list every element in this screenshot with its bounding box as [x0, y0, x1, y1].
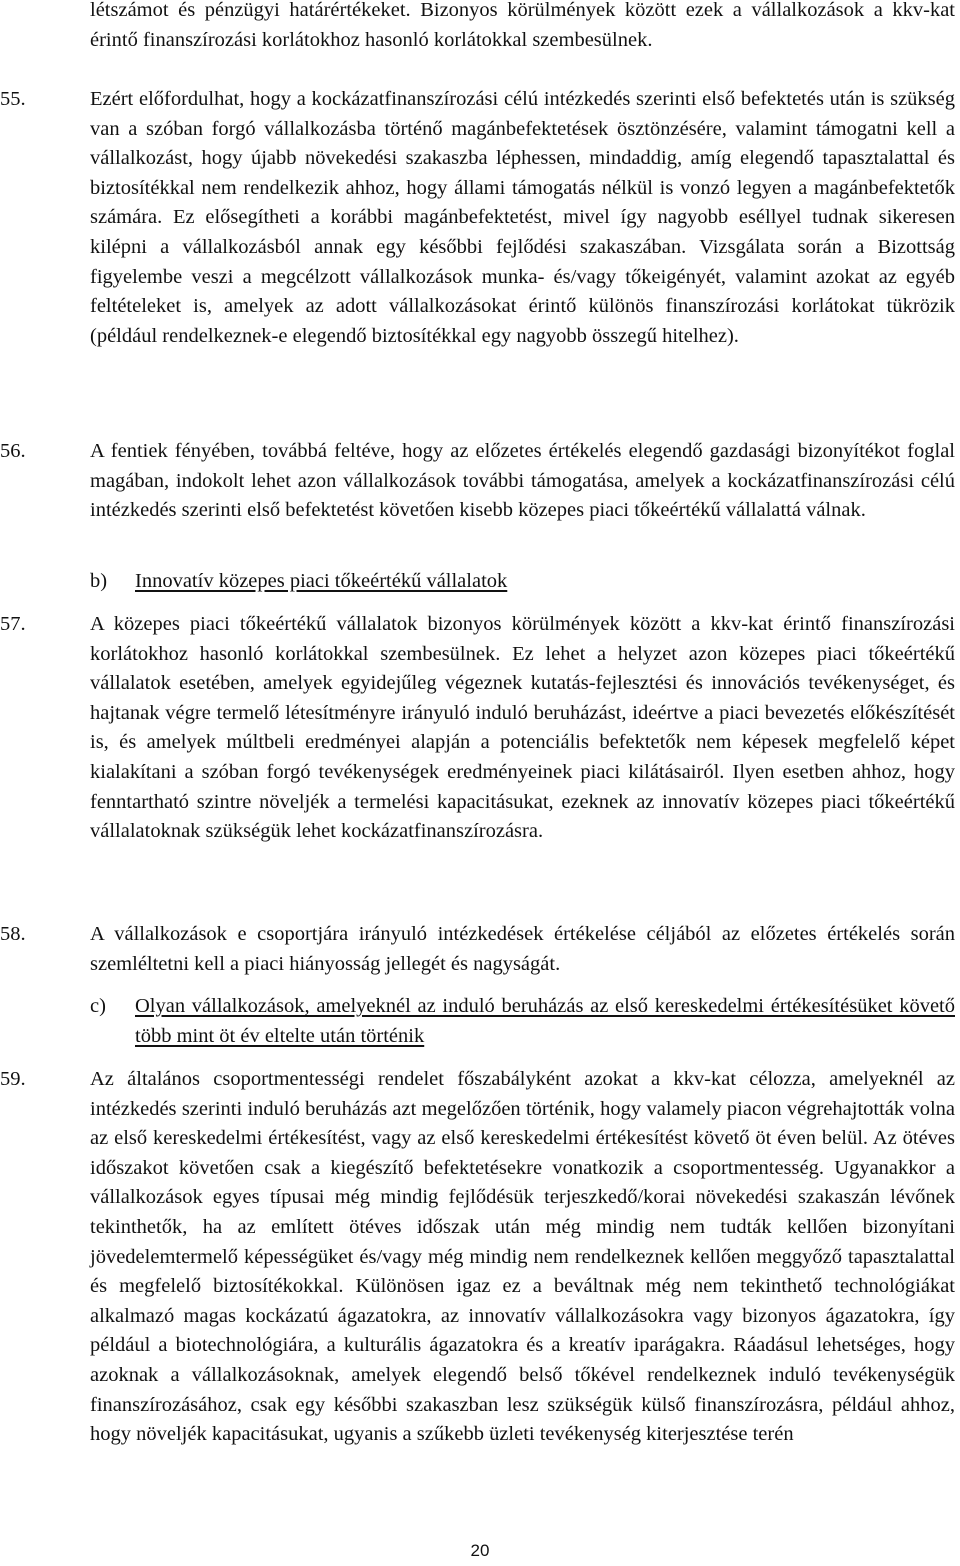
paragraph-58 [90, 920, 955, 979]
subheading-title: Innovatív közepes piaci tőkeértékű vállalatok [135, 570, 508, 592]
paragraph-text: A fentiek fényében, továbbá feltéve, hogy az előzetes értékelés elegendő gazdasági bizonyítékot foglal magában, indokolt lehet azon vállalkozások további támogatása, amelyek a kockázatfinanszírozási célú intézkedés szerinti első befektetést követően kisebb közepes piaci tőkeértékű vállalattá válnak. [90, 440, 955, 522]
subheading-b [0, 567, 960, 597]
subheading-title: Olyan vállalkozások, amelyeknél az induló beruházás az első kereskedelmi értékesítésüket követő több mint öt év eltelte után történik [135, 995, 955, 1047]
paragraph-text: létszámot és pénzügyi határértékeket. Bizonyos körülmények között ezek a vállalkozások a kkv-kat érintő finanszírozási korlátokhoz hasonló korlátokkal szembesülnek. [90, 0, 955, 51]
paragraph-number: 56. [0, 440, 26, 462]
paragraph-57 [90, 610, 955, 847]
subheading-letter: b) [90, 570, 108, 592]
paragraph-number: 58. [0, 923, 26, 945]
page-number: 20 [470, 1541, 490, 1560]
subheading-letter: c) [90, 995, 106, 1017]
paragraph-text: Ezért előfordulhat, hogy a kockázatfinanszírozási célú intézkedés szerinti első befektetés után is szükség van a szóban forgó vállalkozásba történő magánbefektetések ösztönzésére, valamint támogatni kell a vállalkozást, hogy újabb növekedési szakaszba léphessen, mindaddig, amíg elegendő tapasztalattal és biztosítékkal nem rendelkezik ahhoz, hogy állami támogatás nélkül is vonzó legyen a magánbefektetők számára. Ez elősegítheti a korábbi magánbefektetést, mivel így nagyobb eséllyel tudnak sikeresen kilépni a vállalkozásból annak egy későbbi fejlődési szakaszában. Vizsgálata során a Bizottság figyelembe veszi a megcélzott vállalkozások munka- és/vagy tőkeigényét, valamint azokat az egyéb feltételeket is, amelyek az adott vállalkozásokat érintő különös finanszírozási korlátokat tükrözik (például rendelkeznek-e elegendő biztosítékkal egy nagyobb összegű hitelhez). [90, 88, 955, 347]
paragraph-number: 55. [0, 88, 26, 110]
paragraph-59 [90, 1065, 955, 1450]
paragraph-56 [90, 437, 955, 526]
paragraph-text: Az általános csoportmentességi rendelet főszabályként azokat a kkv-kat célozza, amelyeknél az intézkedés szerinti induló beruházás azt megelőzően történik, hogy valamely piacon végrehajtották volna az első kereskedelmi értékesítést, vagy az első kereskedelmi értékesítést követő öt éven belül. Az ötéves időszakot követően csak a kiegészítő befektetésekre vonatkozik a csoportmentesség. Ugyanakkor a vállalkozások egyes típusai még mindig fejlődésük terjeszkedő/korai növekedési szakaszán lévőnek tekinthetők, ha az említett ötéves időszak után még mindig nem tudták kellően bizonyítani jövedelemtermelő képességüket és/vagy még mindig nem rendelkeznek kellően meggyőző tapasztalattal és megfelelő biztosítékokkal. Különösen igaz ez a beváltnak még nem tekinthető technológiákat alkalmazó magas kockázatú ágazatokra, az innovatív vállalkozásokra vagy bizonyos ágazatokra, így például a biotechnológiára, a kulturális ágazatokra és a kreatív iparágakra. Ráadásul lehetséges, hogy azoknak a vállalkozásoknak, amelyek elegendő belső tőkével rendelkeznek induló tevékenységük finanszírozásához, csak egy későbbi szakaszban lesz szükségük külső finanszírozásra, például ahhoz, hogy növeljék kapacitásukat, ugyanis a szűkebb üzleti tevékenység kiterjesztése terén [90, 1068, 955, 1446]
paragraph-number: 59. [0, 1068, 26, 1090]
paragraph-number: 57. [0, 613, 26, 635]
continuation-paragraph [90, 0, 955, 55]
paragraph-text: A közepes piaci tőkeértékű vállalatok bizonyos körülmények között a kkv-kat érintő finanszírozási korlátokhoz hasonló korlátokkal szembesülnek. Ez lehet a helyzet azon közepes piaci tőkeértékű vállalatok esetében, amelyek egyidejűleg végeznek kutatás-fejlesztési és innovációs tevékenységet, és hajtanak végre termelő létesítményre irányuló induló beruházást, ideértve a piaci bevezetés előkészítését is, és amelyek múltbeli eredményei alapján a potenciális befektetők nem képesek megfelelő képet kialakítani a szóban forgó tevékenységek eredményeinek piaci kilátásairól. Ilyen esetben ahhoz, hogy fenntartható szintre növeljék a termelési kapacitásukat, ezeknek az innovatív közepes piaci tőkeértékű vállalatoknak szükségük lehet kockázatfinanszírozásra. [90, 613, 955, 843]
subheading-c [0, 992, 960, 1052]
paragraph-text: A vállalkozások e csoportjára irányuló intézkedések értékelése céljából az előzetes értékelés során szemléltetni kell a piaci hiányosság jellegét és nagyságát. [90, 923, 955, 975]
paragraph-55 [90, 85, 955, 351]
